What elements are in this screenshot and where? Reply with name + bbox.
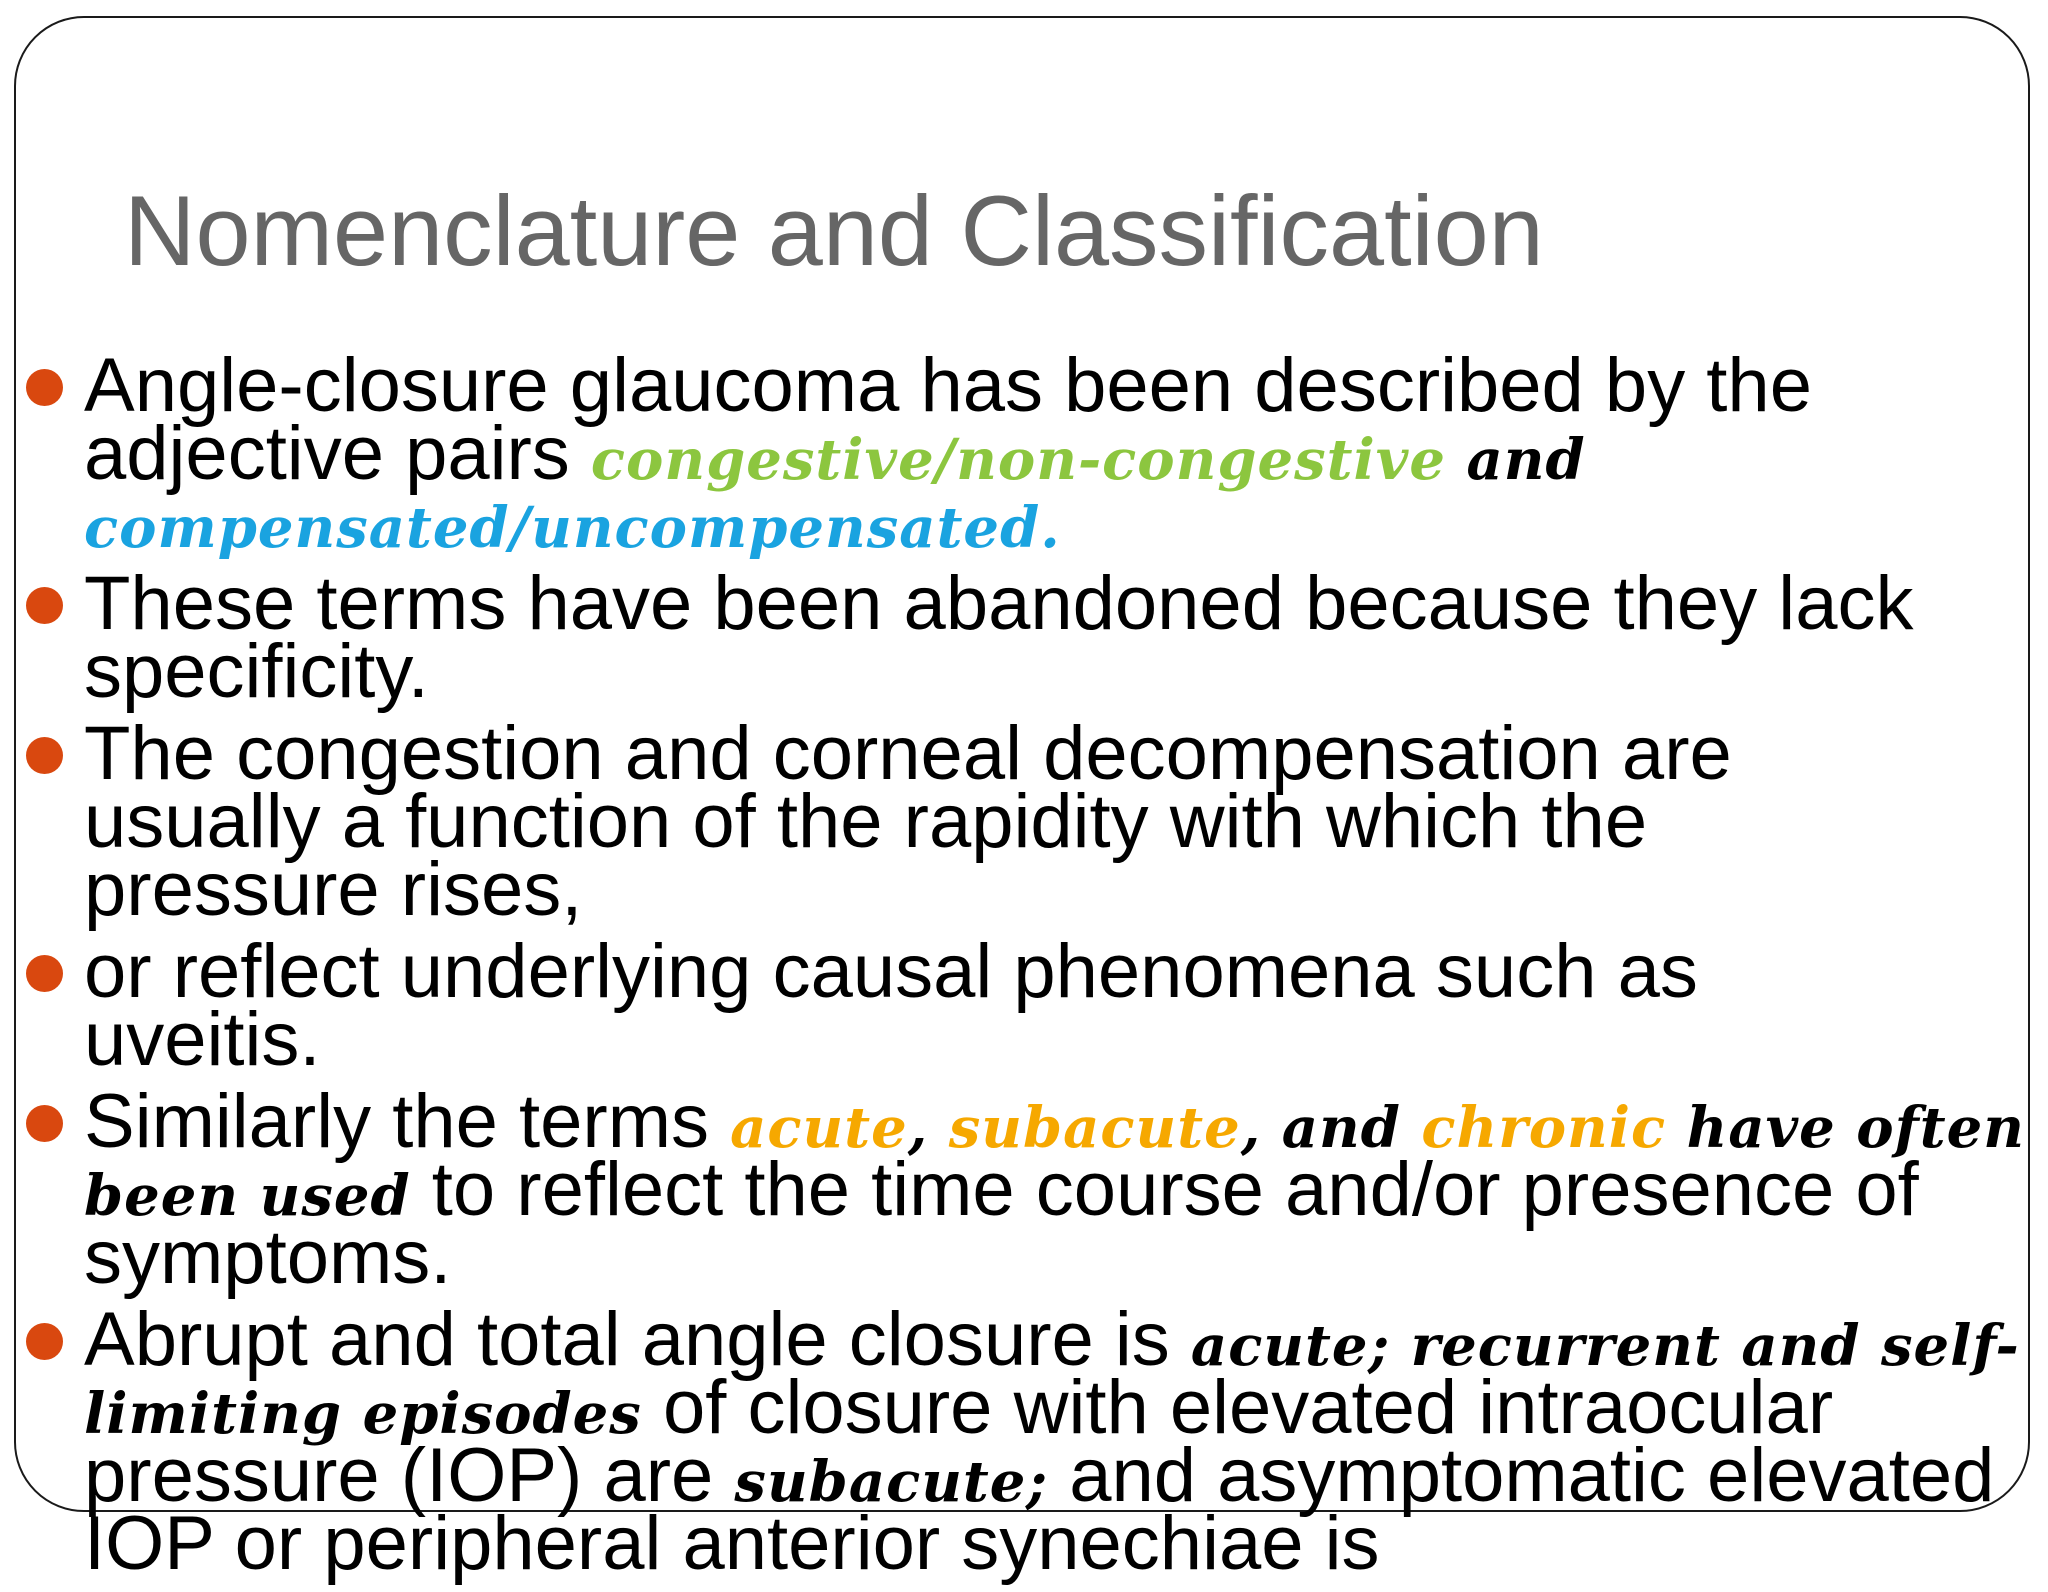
bullet-line: uveitis. <box>84 997 321 1082</box>
bullet-line: usually a function of the rapidity with which the <box>84 779 1648 864</box>
term-and: and <box>1445 427 1586 493</box>
bullet-line: or reflect underlying causal phenomena such as <box>84 929 1698 1014</box>
term-and: , and <box>1240 1095 1422 1161</box>
term-have-often: have often <box>1666 1095 2025 1161</box>
bullet-line: These terms have been abandoned because they lack <box>84 561 1914 646</box>
bullet-line: pressure rises, <box>84 847 583 932</box>
term-subacute: subacute <box>948 1095 1241 1161</box>
bullet-line: specificity. <box>84 629 429 714</box>
bullet-item <box>22 561 2032 714</box>
bullet-item <box>22 1079 2032 1300</box>
bullet-line <box>84 1079 2032 1164</box>
bullet-item <box>22 929 2032 1082</box>
bullet-item <box>22 1297 2032 1586</box>
bullet-text: to reflect the time course and/or presence of <box>410 1147 1919 1232</box>
term-acute: acute <box>730 1095 908 1161</box>
term-subacute: subacute; <box>734 1449 1049 1515</box>
bullet-line: symptoms. <box>84 1215 452 1300</box>
bullet-line <box>84 1147 2032 1232</box>
bullet-list <box>22 343 2032 1592</box>
bullet-item <box>22 343 2032 561</box>
bullet-dot-icon <box>26 1323 63 1360</box>
bullet-line <box>84 1297 2032 1382</box>
bullet-text: adjective pairs <box>84 411 591 496</box>
bullet-dot-icon <box>26 955 63 992</box>
bullet-item <box>22 711 2032 932</box>
bullet-line <box>84 411 2032 496</box>
bullet-text: Abrupt and total angle closure is <box>84 1297 1191 1382</box>
bullet-dot-icon <box>26 1105 63 1142</box>
bullet-text: pressure (IOP) are <box>84 1433 735 1518</box>
bullet-dot-icon <box>26 587 63 624</box>
term-acute-recurrent: acute; recurrent and self- <box>1190 1313 2020 1379</box>
slide-title: Nomenclature and Classification <box>124 175 1544 286</box>
bullet-text: and asymptomatic elevated <box>1048 1433 1995 1518</box>
term-chronic: chronic <box>1421 1095 1667 1161</box>
term-limiting-episodes: limiting episodes <box>84 1381 642 1447</box>
term-compensated: compensated/uncompensated. <box>84 495 1061 561</box>
bullet-line <box>84 1365 2032 1450</box>
bullet-line: Angle-closure glaucoma has been described by the <box>84 343 1812 428</box>
bullet-text: of closure with elevated intraocular <box>641 1365 1834 1450</box>
bullet-line: The congestion and corneal decompensation are <box>84 711 1732 796</box>
bullet-line <box>84 488 2032 561</box>
bullet-text: Similarly the terms <box>84 1079 731 1164</box>
bullet-line <box>84 1433 2032 1518</box>
term-separator: , <box>907 1095 949 1161</box>
bullet-dot-icon <box>26 369 63 406</box>
bullet-dot-icon <box>26 737 63 774</box>
term-congestive: congestive/non-congestive <box>590 427 1446 493</box>
term-been-used: been used <box>84 1163 411 1229</box>
bullet-line: IOP or peripheral anterior synechiae is <box>84 1501 1380 1586</box>
